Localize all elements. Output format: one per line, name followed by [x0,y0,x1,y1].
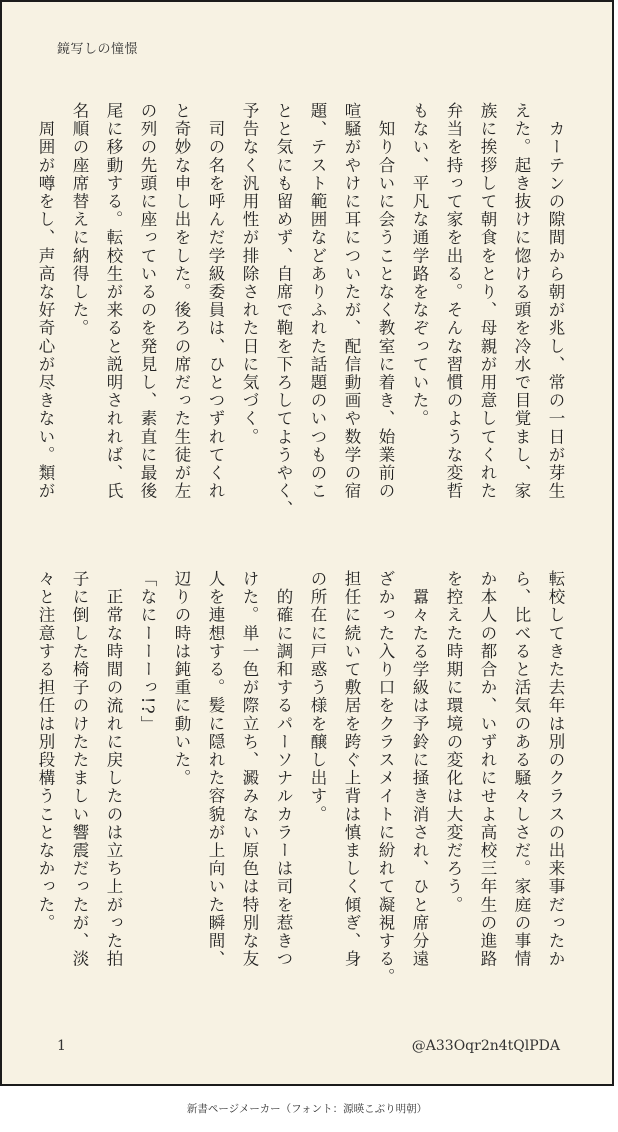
text-line: 題、テスト範囲などありふれた話題のいつものこ [308,102,327,501]
text-line: 辺りの時は鈍重に動いた。 [172,570,191,788]
text-line: カーテンの隙間から朝が兆し、常の一日が芽生 [546,102,565,501]
text-line: か本人の都合か、いずれにせよ高校三年生の進路 [478,570,497,969]
text-line: 囂々たる学級は予鈴に掻き消され、ひと席分遠 [410,570,429,969]
generator-credit: 新書ページメーカー（フォント：源暎こぶり明朝） [186,1103,428,1115]
text-line: 喧騒がやけに耳についたが、配信動画や数学の宿 [342,102,361,501]
text-line: 正常な時間の流れに戻したのは立ち上がった拍 [104,570,123,969]
text-line: 知り合いに会うことなく教室に着き、始業前の [376,102,395,501]
text-line: を控えた時期に環境の変化は大変だろう。 [444,570,463,914]
text-line: 族に挨拶して朝食をとり、母親が用意してくれた [478,102,497,501]
text-line: 的確に調和するパーソナルカラーは司を惹きつ [274,570,293,969]
text-line: けた。単一色が際立ち、澱みない原色は特別な友 [240,570,259,969]
text-line: の所在に戸惑う様を醸し出す。 [308,570,327,824]
author-handle: @A33Oqr2n4tQlPDA [411,1038,560,1054]
text-line: ら、比べると活気のある騒々しさだ。家庭の事情 [512,570,531,969]
text-line: 名順の座席替えに納得した。 [70,102,89,338]
text-line: 人を連想する。髪に隠れた容貌が上向いた瞬間、 [206,570,225,969]
text-line: と奇妙な申し出をした。後ろの席だった生徒が左 [172,102,191,501]
text-line: もない、平凡な通学路をなぞっていた。 [410,102,429,428]
text-line: 転校してきた去年は別のクラスの出来事だったか [546,570,565,969]
text-line: ざかった入り口をクラスメイトに紛れて凝視する。 [376,570,395,987]
text-line: えた。起き抜けに惚ける頭を冷水で目覚まし、家 [512,102,531,501]
text-line: の列の先頭に座っているのを発見し、素直に最後 [138,102,157,501]
running-title: 鏡写しの憧憬 [57,42,139,57]
text-line: 「なにーーーっ!?」 [138,570,157,734]
text-block-bottom [28,570,572,1010]
text-line: 周囲が噂をし、声高な好奇心が尽きない。類が [36,102,55,501]
text-line: 担任に続いて敷居を跨ぐ上背は慎ましく傾ぎ、身 [342,570,361,969]
page-number: 1 [57,1038,66,1054]
text-line: 々と注意する担任は別段構うことなかった。 [36,570,55,932]
text-line: 司の名を呼んだ学級委員は、ひとつずれてくれ [206,102,225,501]
text-line: 尾に移動する。転校生が来ると説明されれば、氏 [104,102,123,501]
text-block-top [28,102,572,542]
text-line: 弁当を持って家を出る。そんな習慣のような変哲 [444,102,463,501]
text-line: とと気にも留めず、自席で鞄を下ろしてようやく、 [274,102,293,519]
text-line: 子に倒した椅子のけたたましい響震だったが、淡 [70,570,89,969]
text-line: 予告なく汎用性が排除された日に気づく。 [240,102,259,446]
